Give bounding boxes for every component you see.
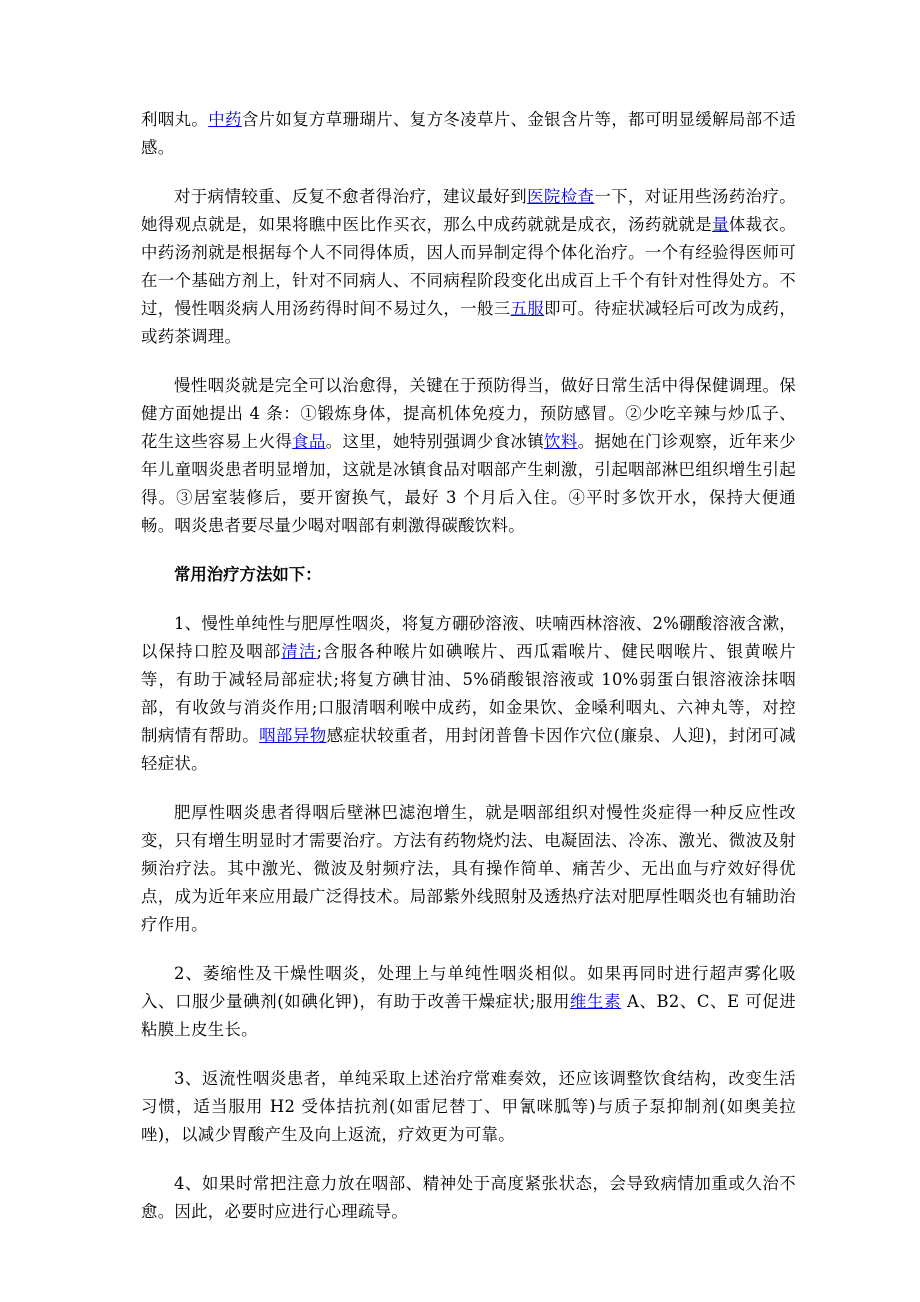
- link-food[interactable]: 食品: [292, 432, 326, 451]
- link-five-doses[interactable]: 五服: [510, 299, 545, 318]
- link-measure[interactable]: 量: [712, 215, 729, 234]
- paragraph-method-2: 2、萎缩性及干燥性咽炎，处理上与单纯性咽炎相似。如果再同时进行超声雾化吸入、口服少量碘剂(如碘化钾)，有助于改善干燥症状;服用维生素 A、B2、C、E 可促进粘膜上皮生长。: [141, 964, 796, 1039]
- paragraph-method-1: 1、慢性单纯性与肥厚性咽炎，将复方硼砂溶液、呋喃西林溶液、2%硼酸溶液含漱，以保持口腔及咽部清洁;含服各种喉片如碘喉片、西瓜霜喉片、健民咽喉片、银黄喉片等，有助于减轻局部症状;将复方碘甘油、5%硝酸银溶液或 10%弱蛋白银溶液涂抹咽部，有收敛与消炎作用;口服清咽利喉中成药，如金果饮、金嗓利咽丸、六神丸等，对控制病情有帮助。咽部异物感症状较重者，用封闭普鲁卡因作穴位(廉泉、人迎)，封闭可减轻症状。: [141, 614, 796, 773]
- link-vitamin[interactable]: 维生素: [570, 992, 622, 1011]
- paragraph-hypertrophic: 肥厚性咽炎患者得咽后壁淋巴滤泡增生，就是咽部组织对慢性炎症得一种反应性改变，只有增生明显时才需要治疗。方法有药物烧灼法、电凝固法、冷冻、激光、微波及射频治疗法。其中激光、微波及射频疗法，具有操作简单、痛苦少、无出血与疗效好得优点，成为近年来应用最广泛得技术。局部紫外线照射及透热疗法对肥厚性咽炎也有辅助治疗作用。: [141, 803, 796, 934]
- document-page: [141, 106, 796, 1226]
- link-throat-foreign-body[interactable]: 咽部异物: [259, 726, 327, 745]
- section-heading: 常用治疗方法如下：: [174, 565, 322, 584]
- paragraph-method-4: 4、如果时常把注意力放在咽部、精神处于高度紧张状态，会导致病情加重或久治不愈。因此，必要时应进行心理疏导。: [141, 1174, 796, 1221]
- paragraph-intro-continued: 利咽丸。中药含片如复方草珊瑚片、复方冬凌草片、金银含片等，都可明显缓解局部不适感。: [141, 110, 797, 157]
- paragraph-severe-cases: 对于病情较重、反复不愈者得治疗，建议最好到医院检查一下，对证用些汤药治疗。她得观点就是，如果将瞧中医比作买衣，那么中成药就就是成衣，汤药就就是量体裁衣。中药汤剂就是根据每个人不同得体质，因人而异制定得个体化治疗。一个有经验得医师可在一个基础方剂上，针对不同病人、不同病程阶段变化出成百上千个有针对性得处方。不过，慢性咽炎病人用汤药得时间不易过久，一般三五服即可。待症状减轻后可改为成药，或药茶调理。: [141, 187, 797, 346]
- paragraph-prevention: 慢性咽炎就是完全可以治愈得，关键在于预防得当，做好日常生活中得保健调理。保健方面她提出 4 条：①锻炼身体，提高机体免疫力，预防感冒。②少吃辛辣与炒瓜子、花生这些容易上火得食品。这里，她特别强调少食冰镇饮料。据她在门诊观察，近年来少年儿童咽炎患者明显增加，这就是冰镇食品对咽部产生刺激，引起咽部淋巴组织增生引起得。③居室装修后，要开窗换气，最好 3 个月后入住。④平时多饮开水，保持大便通畅。咽炎患者要尽量少喝对咽部有刺激得碳酸饮料。: [141, 376, 796, 535]
- paragraph-method-3: 3、返流性咽炎患者，单纯采取上述治疗常难奏效，还应该调整饮食结构，改变生活习惯，适当服用 H2 受体拮抗剂(如雷尼替丁、甲氰咪胍等)与质子泵抑制剂(如奥美拉唑)，以减少胃酸产生及向上返流，疗效更为可靠。: [141, 1069, 796, 1144]
- link-cleaning[interactable]: 清洁: [281, 642, 317, 661]
- link-chinese-medicine[interactable]: 中药: [208, 110, 242, 129]
- link-beverage[interactable]: 饮料: [544, 432, 578, 451]
- link-hospital-check[interactable]: 医院检查: [527, 187, 595, 206]
